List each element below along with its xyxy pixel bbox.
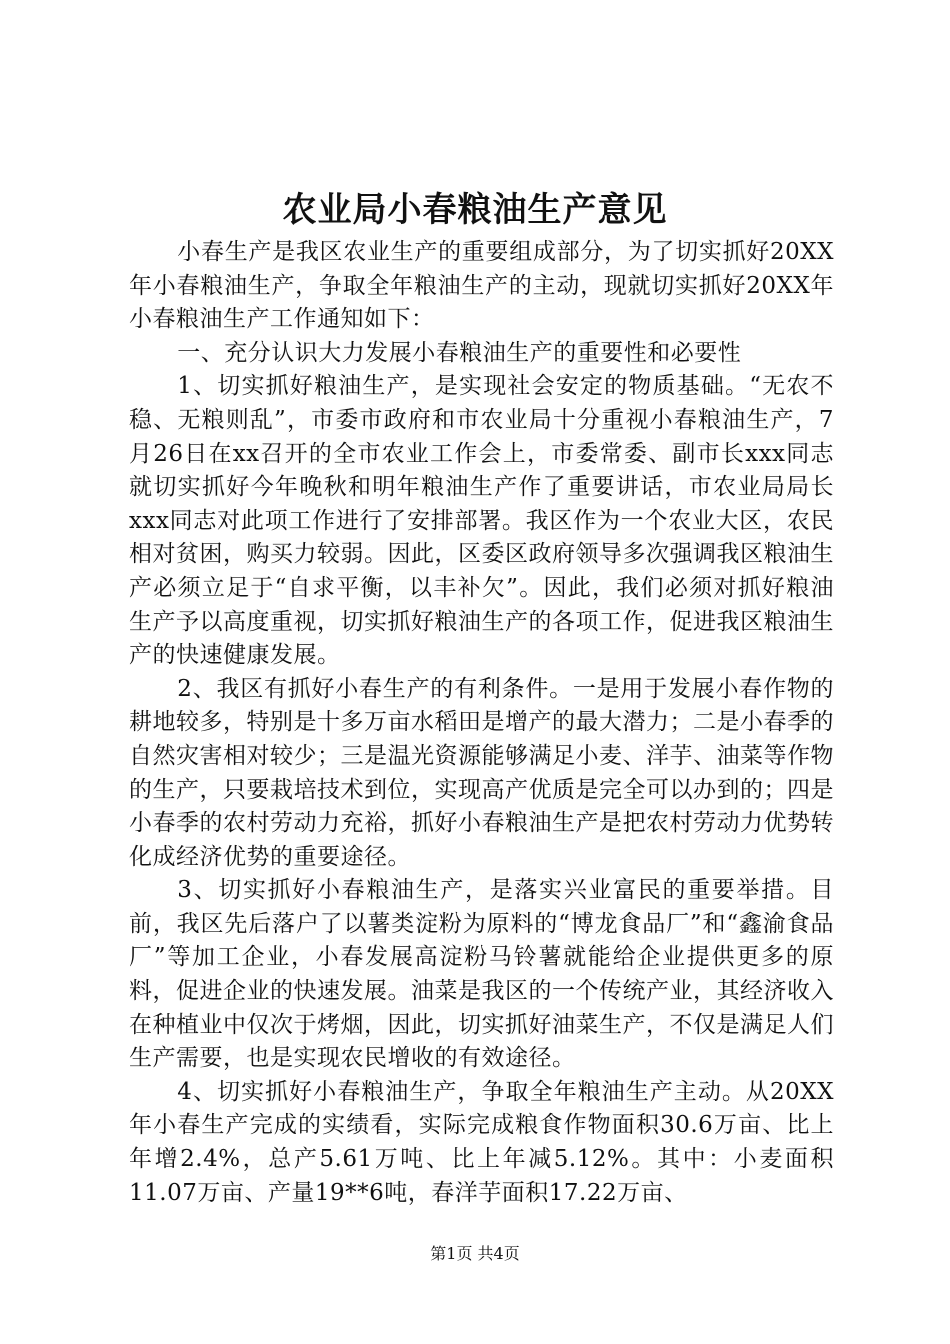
paragraph-1: 1、切实抓好粮油生产，是实现社会安定的物质基础。“无农不稳、无粮则乱”，市委市政府和市农业局十分重视小春粮油生产，7月26日在xx召开的全市农业工作会上，市委常委、副市长xxx同志就切实抓好今年晚秋和明年粮油生产作了重要讲话，市农业局局长xxx同志对此项工作进行了安排部署。我区作为一个农业大区，农民相对贫困，购买力较弱。因此，区委区政府领导多次强调我区粮油生产必须立足于“自求平衡，以丰补欠”。因此，我们必须对抓好粮油生产予以高度重视，切实抓好粮油生产的各项工作，促进我区粮油生产的快速健康发展。 (129, 373, 834, 669)
paragraph-intro: 小春生产是我区农业生产的重要组成部分，为了切实抓好20XX年小春粮油生产，争取全年粮油生产的主动，现就切实抓好20XX年小春粮油生产工作通知如下： (129, 239, 834, 333)
page-footer: 第1页 共4页 (430, 1244, 520, 1263)
paragraph-2: 2、我区有抓好小春生产的有利条件。一是用于发展小春作物的耕地较多，特别是十多万亩水稻田是增产的最大潜力；二是小春季的自然灾害相对较少；三是温光资源能够满足小麦、洋芋、油菜等作物的生产，只要栽培技术到位，实现高产优质是完全可以办到的；四是小春季的农村劳动力充裕，抓好小春粮油生产是把农村劳动力优势转化成经济优势的重要途径。 (129, 675, 834, 870)
paragraph-4: 4、切实抓好小春粮油生产，争取全年粮油生产主动。从20XX年小春生产完成的实绩看，实际完成粮食作物面积30.6万亩、比上年增2.4%，总产5.61万吨、比上年减5.12%。其中：小麦面积11.07万亩、产量19**6吨，春洋芋面积17.22万亩、 (129, 1078, 834, 1206)
document-body (129, 236, 834, 1210)
document-title: 农业局小春粮油生产意见 (282, 190, 668, 230)
paragraph-heading-1: 一、充分认识大力发展小春粮油生产的重要性和必要性 (177, 339, 742, 366)
paragraph-3: 3、切实抓好小春粮油生产，是落实兴业富民的重要举措。目前，我区先后落户了以薯类淀粉为原料的“博龙食品厂”和“鑫渝食品厂”等加工企业，小春发展高淀粉马铃薯就能给企业提供更多的原料，促进企业的快速发展。油菜是我区的一个传统产业，其经济收入在种植业中仅次于烤烟，因此，切实抓好油菜生产，不仅是满足人们生产需要，也是实现农民增收的有效途径。 (129, 877, 834, 1072)
